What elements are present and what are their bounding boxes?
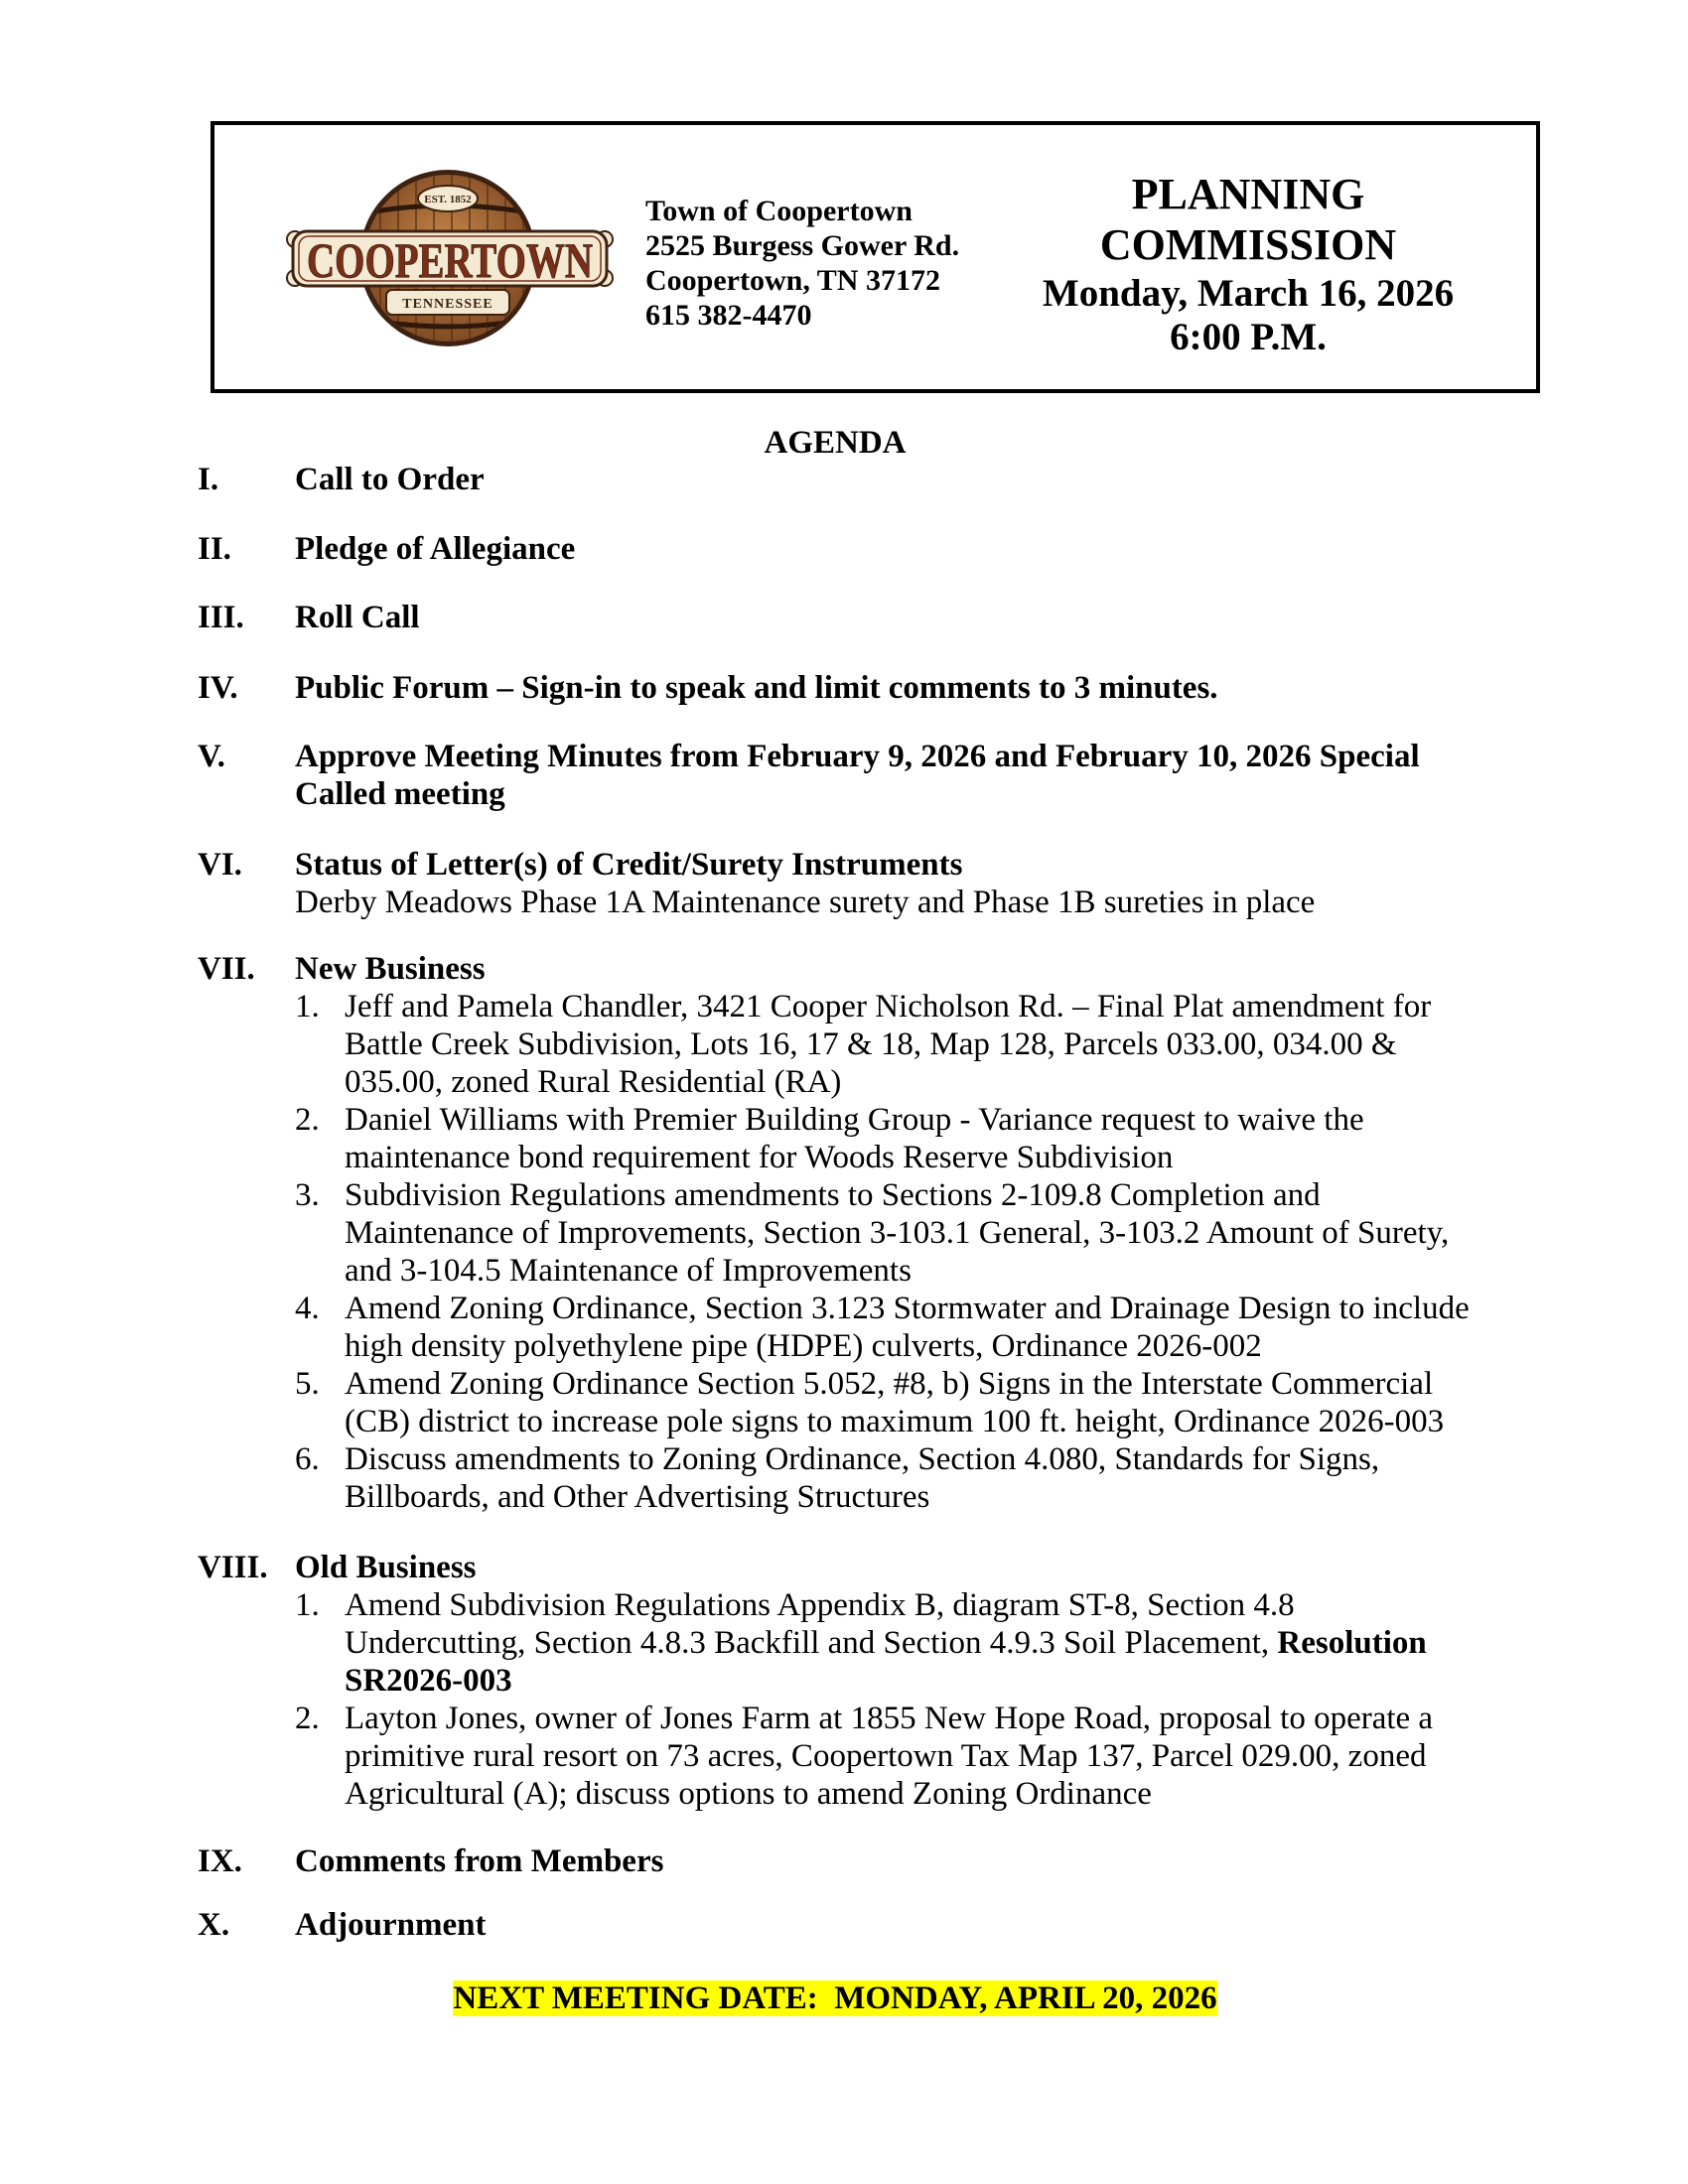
agenda-item-adjournment [198, 1906, 1488, 1944]
subitem [295, 1176, 1488, 1290]
item-detail: Derby Meadows Phase 1A Maintenance surety and Phase 1B sureties in place [295, 885, 1316, 920]
item-title: Public Forum – Sign-in to speak and limit comments to 3 minutes. [295, 670, 1218, 706]
subitem-line: Billboards, and Other Advertising Structures [345, 1479, 930, 1515]
logo-est-text: EST. 1852 [424, 194, 472, 205]
item-number: V. [198, 739, 225, 774]
agenda-item-pledge [198, 530, 1488, 568]
subitem-line: (CB) district to increase pole signs to maximum 100 ft. height, Ordinance 2026-003 [345, 1404, 1445, 1439]
page-title-line2: COMMISSION [1099, 220, 1397, 269]
subitem [295, 988, 1488, 1101]
subitem-line: Discuss amendments to Zoning Ordinance, Section 4.080, Standards for Signs, [345, 1441, 1380, 1477]
subitem-number: 2. [295, 1102, 320, 1138]
subitem-number: 3. [295, 1177, 320, 1213]
item-number: VII. [198, 951, 255, 987]
subitem-number: 6. [295, 1441, 320, 1477]
item-body [295, 461, 1488, 498]
subitem [295, 1365, 1488, 1440]
coopertown-logo [283, 168, 617, 347]
logo-name-text: COOPERTOWN [307, 232, 593, 288]
item-title: Comments from Members [295, 1843, 664, 1879]
subitem-line: Daniel Williams with Premier Building Group - Variance request to waive the [345, 1102, 1364, 1138]
subitem-line: Battle Creek Subdivision, Lots 16, 17 & 18, Map 128, Parcels 033.00, 034.00 & [345, 1026, 1397, 1062]
item-number: VI. [198, 847, 242, 883]
item-title: New Business [295, 951, 486, 987]
item-title-line: Called meeting [295, 776, 505, 812]
item-body [295, 1906, 1488, 1944]
resolution-number: SR2026-003 [345, 1663, 512, 1699]
subitem-line: primitive rural resort on 73 acres, Coopertown Tax Map 137, Parcel 029.00, zoned [345, 1738, 1427, 1774]
subitem-text [345, 1101, 1488, 1176]
subitem [295, 1700, 1488, 1813]
subitem [295, 1440, 1488, 1516]
town-address [645, 194, 959, 333]
subitem-text [345, 1700, 1488, 1813]
subitem-text [345, 1176, 1488, 1290]
subitem-number: 4. [295, 1291, 320, 1326]
item-title: Old Business [295, 1550, 477, 1585]
subitem-text [345, 1586, 1488, 1700]
next-meeting-text: NEXT MEETING DATE: MONDAY, APRIL 20, 2026 [453, 1980, 1217, 2016]
resolution-label: Resolution [1277, 1625, 1427, 1661]
subitem-number: 5. [295, 1366, 320, 1402]
item-body [295, 599, 1488, 636]
item-number: I. [198, 462, 219, 497]
subitem-number: 1. [295, 1587, 320, 1623]
subitem-line-text: Undercutting, Section 4.8.3 Backfill and Section 4.9.3 Soil Placement, [345, 1625, 1278, 1661]
agenda-heading: AGENDA [764, 425, 907, 461]
address-street: 2525 Burgess Gower Rd. [645, 229, 960, 262]
address-town: Town of Coopertown [645, 195, 913, 227]
item-title: Status of Letter(s) of Credit/Surety Instruments [295, 847, 963, 883]
subitem-line: Agricultural (A); discuss options to amend Zoning Ordinance [345, 1776, 1152, 1812]
address-phone: 615 382-4470 [645, 299, 812, 332]
item-number: IV. [198, 670, 238, 706]
subitem [295, 1290, 1488, 1365]
next-meeting-notice [339, 1979, 1332, 2017]
item-body [295, 846, 1488, 921]
item-number: II. [198, 531, 231, 567]
est-oval [418, 186, 478, 211]
item-number: X. [198, 1907, 230, 1943]
item-body [295, 530, 1488, 568]
subitem-line: Amend Zoning Ordinance, Section 3.123 Stormwater and Drainage Design to include [345, 1291, 1470, 1326]
subitem-text [345, 1440, 1488, 1516]
item-body [295, 738, 1488, 813]
item-body [295, 1843, 1488, 1880]
item-body [295, 950, 1488, 1516]
agenda-item-old-business [198, 1549, 1488, 1813]
item-title: Adjournment [295, 1907, 487, 1943]
subitem-number: 2. [295, 1701, 320, 1736]
agenda-item-member-comments [198, 1843, 1488, 1880]
logo-state-text: TENNESSEE [402, 297, 493, 312]
subitem-line: Amend Zoning Ordinance Section 5.052, #8, b) Signs in the Interstate Commercial [345, 1366, 1434, 1402]
subitem-line: 035.00, zoned Rural Residential (RA) [345, 1064, 842, 1100]
subitem-line: Amend Subdivision Regulations Appendix B, diagram ST-8, Section 4.8 [345, 1587, 1295, 1623]
name-banner [287, 231, 613, 288]
subitem-line: Maintenance of Improvements, Section 3-103.1 General, 3-103.2 Amount of Surety, [345, 1215, 1450, 1251]
subitem [295, 1586, 1488, 1700]
agenda-item-approve-minutes [198, 738, 1488, 813]
subitem [295, 1101, 1488, 1176]
subitem-line: and 3-104.5 Maintenance of Improvements [345, 1253, 912, 1289]
subitem-line [345, 1624, 1488, 1662]
state-plaque [386, 290, 509, 315]
subitem-line: Subdivision Regulations amendments to Sections 2-109.8 Completion and [345, 1177, 1321, 1213]
subitem-text [345, 1365, 1488, 1440]
subitem-line: Layton Jones, owner of Jones Farm at 1855 New Hope Road, proposal to operate a [345, 1701, 1434, 1736]
subitem-line: Jeff and Pamela Chandler, 3421 Cooper Nicholson Rd. – Final Plat amendment for [345, 989, 1432, 1024]
subitem-line [345, 1662, 1488, 1700]
subitem-text [345, 988, 1488, 1101]
item-number: VIII. [198, 1550, 268, 1585]
page-title-line1: PLANNING [1131, 170, 1365, 218]
item-body [295, 1549, 1488, 1813]
subitem-line: maintenance bond requirement for Woods Reserve Subdivision [345, 1140, 1174, 1175]
meeting-date: Monday, March 16, 2026 [1042, 272, 1455, 315]
agenda-item-call-to-order [198, 461, 1488, 498]
item-number: IX. [198, 1843, 242, 1879]
item-title: Call to Order [295, 462, 485, 497]
agenda-item-surety-status [198, 846, 1488, 921]
subitem-line: high density polyethylene pipe (HDPE) culverts, Ordinance 2026-002 [345, 1328, 1262, 1364]
agenda-item-new-business [198, 950, 1488, 1516]
agenda-item-public-forum [198, 669, 1488, 707]
address-city: Coopertown, TN 37172 [645, 264, 940, 297]
meeting-time: 6:00 P.M. [1170, 316, 1327, 358]
item-number: III. [198, 600, 244, 635]
item-title-line: Approve Meeting Minutes from February 9, 2026 and February 10, 2026 Special [295, 739, 1420, 774]
subitem-text [345, 1290, 1488, 1365]
item-body [295, 669, 1488, 707]
subitem-number: 1. [295, 989, 320, 1024]
agenda-item-roll-call [198, 599, 1488, 636]
item-title: Roll Call [295, 600, 420, 635]
item-title: Pledge of Allegiance [295, 531, 576, 567]
